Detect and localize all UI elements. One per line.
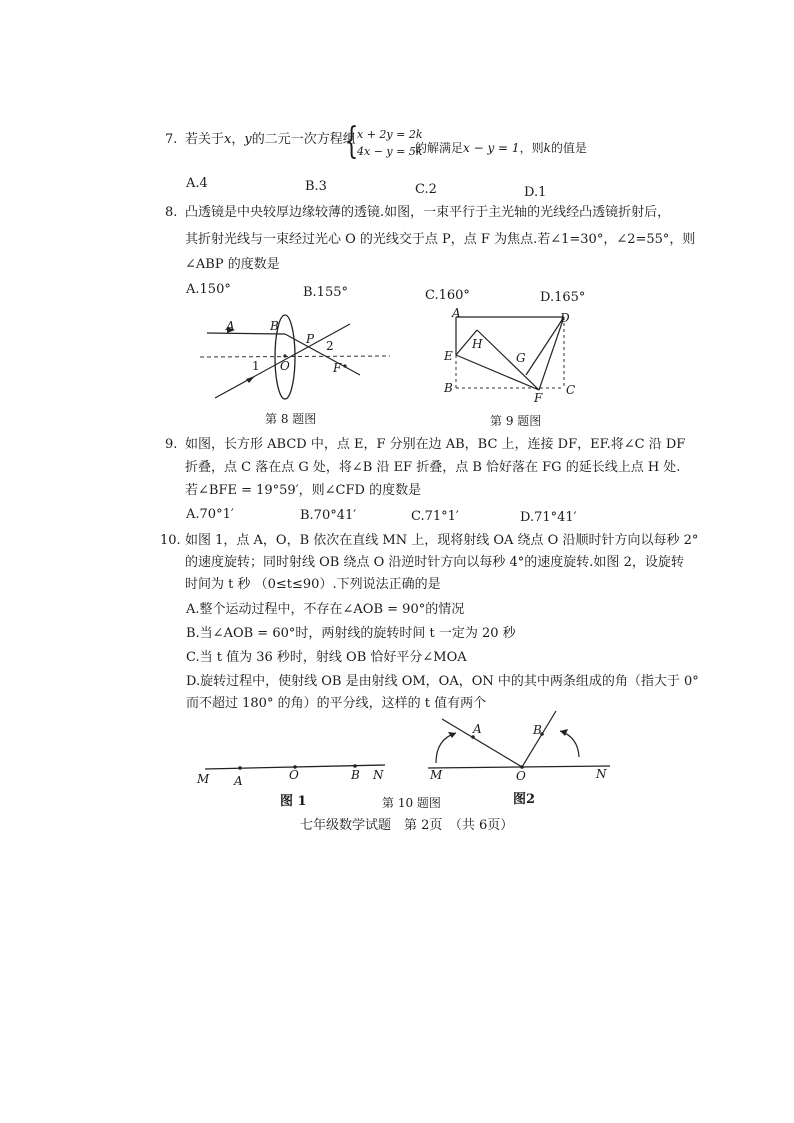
q9-rectangle-figure bbox=[440, 306, 580, 405]
q10-option-c: C.当 t 值为 36 秒时，射线 OB 恰好平分∠MOA bbox=[186, 650, 467, 665]
q9-option-b: B.70°41′ bbox=[300, 508, 357, 523]
q7-number: 7. bbox=[165, 132, 178, 147]
label-angle-2: 2 bbox=[326, 339, 334, 353]
q8-line-1: 凸透镜是中央较厚边缘较薄的透镜.如图，一束平行于主光轴的光线经凸透镜折射后， bbox=[185, 205, 671, 220]
label-f: F bbox=[534, 391, 543, 405]
label-angle-1: 1 bbox=[252, 359, 260, 373]
q10-figure-2-caption: 图2 bbox=[513, 792, 536, 807]
q7-option-d: D.1 bbox=[524, 185, 547, 200]
label-e: E bbox=[444, 349, 453, 363]
label-b: B bbox=[270, 319, 279, 333]
q10-line-1: 如图 1，点 A，O，B 依次在直线 MN 上，现将射线 OA 绕点 O 沿顺时针方向以每秒 2° bbox=[185, 533, 699, 548]
q9-line-1: 如图，长方形 ABCD 中，点 E，F 分别在边 AB，BC 上，连接 DF，EF.将∠C 沿 DF bbox=[185, 437, 686, 452]
q7-option-b: B.3 bbox=[305, 179, 327, 194]
label-a: A bbox=[473, 722, 482, 736]
q8-option-b: B.155° bbox=[303, 285, 348, 300]
q9-line-2: 折叠，点 C 落在点 G 处，将∠B 沿 EF 折叠，点 B 恰好落在 FG 的延长线上点 H 处. bbox=[185, 460, 681, 475]
label-o: O bbox=[516, 769, 526, 783]
q10-number: 10. bbox=[160, 533, 181, 548]
q10-line-2: 的速度旋转；同时射线 OB 绕点 O 沿逆时针方向以每秒 4°的速度旋转.如图 2，设旋转 bbox=[185, 555, 684, 570]
q9-caption: 第 9 题图 bbox=[490, 414, 542, 428]
q10-figure-1-caption: 图 1 bbox=[280, 794, 307, 809]
label-a: A bbox=[452, 306, 461, 320]
label-b: B bbox=[533, 723, 542, 737]
q7-equation-1: x + 2y = 2k bbox=[357, 128, 423, 141]
q10-option-a: A.整个运动过程中，不存在∠AOB = 90°的情况 bbox=[186, 602, 465, 617]
q10-option-d-line-1: D.旋转过程中，使射线 OB 是由射线 OM，OA，ON 中的其中两条组成的角（指大于 0° bbox=[186, 674, 699, 689]
label-m: M bbox=[430, 768, 443, 782]
q8-caption: 第 8 题图 bbox=[265, 412, 317, 426]
q10-caption: 第 10 题图 bbox=[382, 796, 441, 810]
q7-stem: 若关于x，y的二元一次方程组 bbox=[185, 132, 356, 147]
label-o: O bbox=[289, 768, 299, 782]
label-m: M bbox=[197, 772, 210, 786]
q8-line-3: ∠ABP 的度数是 bbox=[185, 257, 280, 272]
q8-option-c: C.160° bbox=[425, 288, 470, 303]
q8-lens-figure bbox=[195, 310, 395, 410]
label-a: A bbox=[234, 774, 243, 788]
q7-condition: 的解满足x − y = 1，则k的值是 bbox=[415, 141, 587, 155]
label-f: F bbox=[333, 361, 342, 375]
q8-option-d: D.165° bbox=[540, 290, 586, 305]
q8-number: 8. bbox=[165, 205, 178, 220]
q10-option-b: B.当∠AOB = 60°时，两射线的旋转时间 t 一定为 20 秒 bbox=[186, 626, 516, 641]
label-n: N bbox=[596, 767, 607, 781]
label-g: G bbox=[516, 351, 526, 365]
label-p: P bbox=[306, 332, 315, 346]
q9-number: 9. bbox=[165, 437, 178, 452]
q7-equation-2: 4x − y = 5k bbox=[357, 145, 423, 158]
label-b: B bbox=[444, 381, 453, 395]
label-d: D bbox=[560, 311, 570, 325]
system-brace: { bbox=[344, 121, 359, 162]
q9-line-3: 若∠BFE = 19°59′，则∠CFD 的度数是 bbox=[185, 483, 422, 498]
q8-line-2: 其折射光线与一束经过光心 O 的光线交于点 P，点 F 为焦点.若∠1=30°，∠2=55°，则 bbox=[185, 232, 696, 247]
q10-figure-1 bbox=[195, 755, 395, 790]
counterclockwise-arrow bbox=[560, 731, 579, 757]
q9-option-c: C.71°1′ bbox=[411, 509, 459, 524]
q9-option-d: D.71°41′ bbox=[520, 510, 577, 525]
q10-option-d-line-2: 而不超过 180° 的角）的平分线，这样的 t 值有两个 bbox=[186, 696, 487, 711]
clockwise-arrow bbox=[436, 733, 456, 763]
q7-option-a: A.4 bbox=[186, 176, 208, 191]
q7-option-c: C.2 bbox=[415, 182, 437, 197]
label-n: N bbox=[373, 768, 384, 782]
label-b: B bbox=[351, 768, 360, 782]
label-c: C bbox=[566, 383, 576, 397]
label-h: H bbox=[472, 337, 483, 351]
q8-option-a: A.150° bbox=[186, 282, 231, 297]
label-o: O bbox=[280, 359, 290, 373]
q9-option-a: A.70°1′ bbox=[186, 507, 234, 522]
q10-line-3: 时间为 t 秒 （0≤t≤90）.下列说法正确的是 bbox=[185, 577, 441, 592]
q10-figure-2 bbox=[420, 705, 620, 785]
label-a: A bbox=[226, 319, 235, 333]
page-footer: 七年级数学试题 第 2页 （共 6页） bbox=[300, 818, 514, 833]
